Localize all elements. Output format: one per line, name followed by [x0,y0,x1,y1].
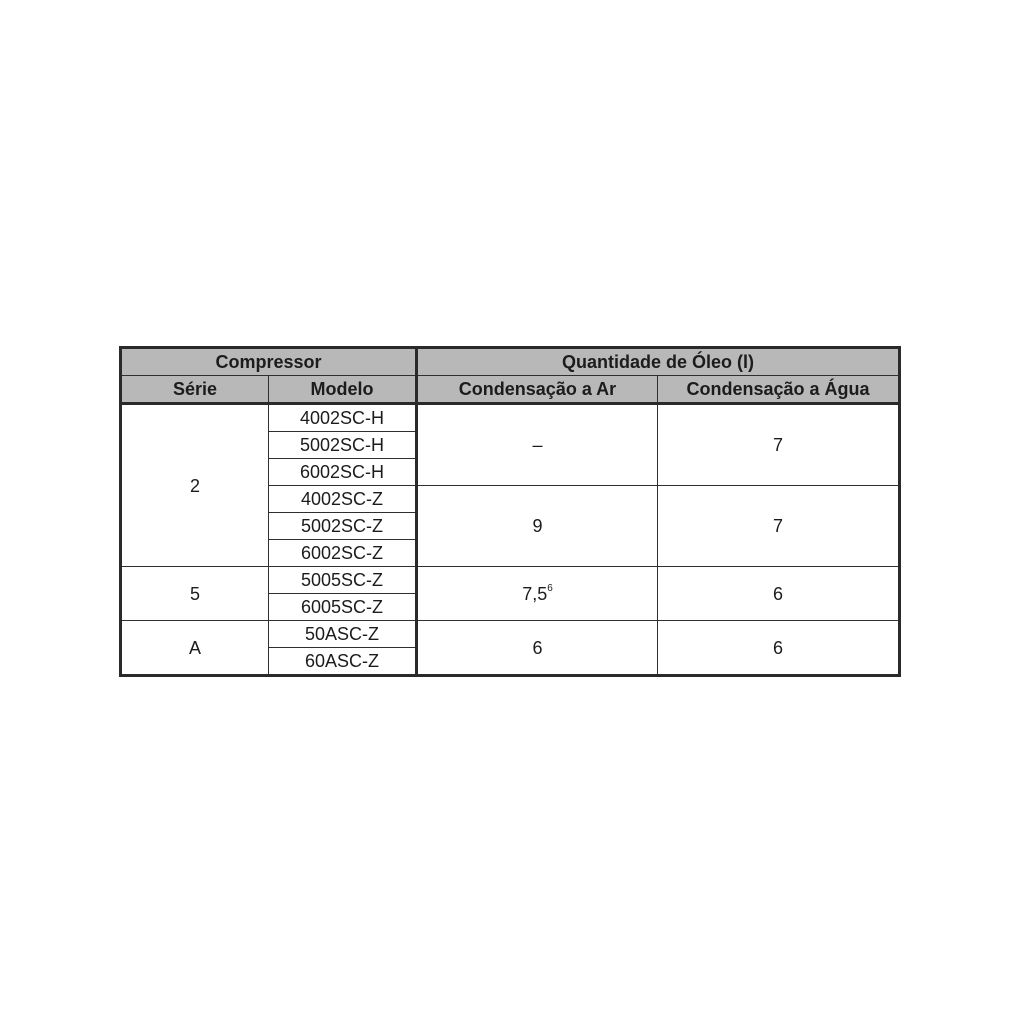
table-row [121,404,900,432]
cond-agua-cell: 7 [658,486,900,567]
cond-ar-value: 7,5 [522,584,548,604]
cond-agua-cell: 6 [658,567,900,621]
model-cell: 5005SC-Z [269,567,417,594]
model-cell: 6005SC-Z [269,594,417,621]
cond-ar-cell [417,404,658,486]
model-cell: 6002SC-H [269,459,417,486]
cond-agua-cell: 7 [658,404,900,486]
cond-ar-value: 9 [532,516,543,536]
cond-ar-value: – [532,435,543,455]
header-serie: Série [121,376,269,404]
cond-ar-cell [417,567,658,621]
cond-ar-value: 6 [532,637,543,658]
header-cond-agua: Condensação a Água [658,376,900,404]
header-modelo: Modelo [269,376,417,404]
header-compressor: Compressor [121,348,417,376]
model-cell: 5002SC-H [269,432,417,459]
table-row [121,567,900,594]
header-cond-ar: Condensação a Ar [417,376,658,404]
serie-cell: 5 [121,567,269,621]
model-cell: 6002SC-Z [269,540,417,567]
table-row [121,621,900,648]
cond-ar-cell [417,621,658,676]
cond-ar-cell [417,486,658,567]
oil-quantity-table [119,346,901,677]
model-cell: 60ASC-Z [269,648,417,676]
cond-agua-cell: 6 [658,621,900,676]
header-oil-quantity: Quantidade de Óleo (l) [417,348,900,376]
table-body [121,404,900,676]
footnote-marker: 6 [547,583,553,594]
model-cell: 50ASC-Z [269,621,417,648]
model-cell: 4002SC-H [269,404,417,432]
serie-cell: 2 [121,404,269,567]
model-cell: 4002SC-Z [269,486,417,513]
model-cell: 5002SC-Z [269,513,417,540]
serie-cell: A [121,621,269,676]
